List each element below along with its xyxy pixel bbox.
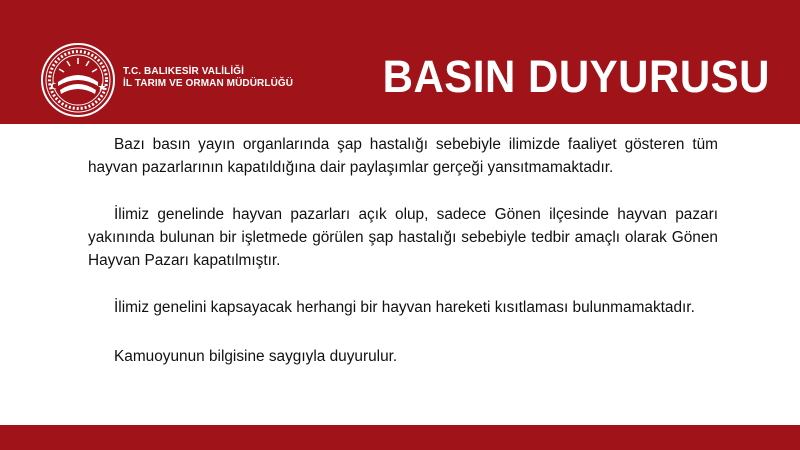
organization-name	[123, 66, 293, 90]
org-line-1: T.C. BALIKESİR VALİLİĞİ	[123, 66, 245, 77]
ministry-seal-icon	[40, 42, 116, 118]
paragraph-2: İlimiz genelinde hayvan pazarları açık olup, sadece Gönen ilçesinde hayvan pazarı yakınında bulunan bir işletmede görülen şap hastalığı sebebiyle tedbir amaçlı olarak Gönen Hayvan Pazarı kapatılmıştır.	[88, 206, 718, 269]
page-title: BASIN DUYURUSU	[382, 51, 770, 102]
paragraph-1: Bazı basın yayın organlarında şap hastalığı sebebiyle ilimizde faaliyet gösteren tüm hayvan pazarlarının kapatıldığına dair paylaşımlar gerçeği yansıtmamaktadır.	[88, 136, 718, 176]
footer-bar	[0, 425, 800, 450]
paragraph-4: Kamuoyunun bilgisine saygıyla duyurulur.	[114, 348, 398, 365]
announcement-body	[88, 133, 718, 368]
paragraph-3: İlimiz genelini kapsayacak herhangi bir hayvan hareketi kısıtlaması bulunmamaktadır.	[114, 299, 695, 316]
org-line-2: İL TARIM VE ORMAN MÜDÜRLÜĞÜ	[123, 78, 294, 89]
header-banner	[0, 0, 800, 124]
